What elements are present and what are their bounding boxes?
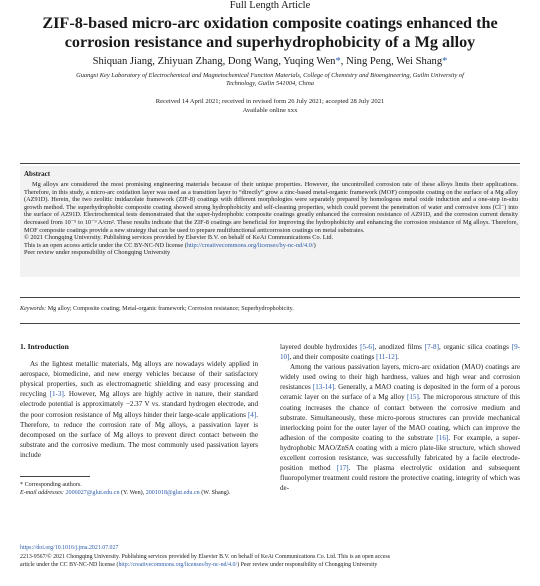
abstract-body: Mg alloys are considered the most promising engineering materials because of their unique properties. However, the uncontrolled corrosion rate of these alloys limits their applications. Therefore, in this study, a micro-arc oxidation layer was used as a transition layer to “directly” grow a zinc-based metal-organic framework (MOF) composite coating on the surface of a Mg alloy (AZ91D). Herein, the two zeolitic imidazolate framework (ZIF-8) coatings with different morphologies were separately prepared by homologous metal oxide induction and a one-step in-situ growth method. The superhydrophobic composite coating showed strong hydrophobicity and self-cleaning properties, which could prevent the penetration of water and corrosive ions (Cl⁻) into the surface of AZ91D. Electrochemical tests demonstrated that the super-hydrophobic composite coatings greatly enhanced the corrosion resistance of AZ91D, and the corrosion current density decreased from 10⁻⁵ to 10⁻⁹ A/cm². These results indicate that the ZIF-8 coatings are beneficial for improving the hydrophobicity and enhancing the corrosion resistance of Mg alloys. Therefore, MOF composite coatings provide a new strategy that can be used to prepare multifunctional anticorrosion coatings on metal substrates.: [24, 181, 518, 234]
corresponding-authors-note: * Corresponding authors.: [20, 482, 82, 488]
email-link-2[interactable]: 2001018@glut.edu.cn: [145, 490, 200, 496]
citation[interactable]: [7-8]: [424, 343, 439, 351]
intro-paragraph-1: [20, 359, 258, 460]
citation[interactable]: [11-12]: [376, 353, 398, 362]
citation[interactable]: [16]: [436, 433, 449, 442]
keywords: [20, 305, 520, 313]
email-link-1[interactable]: 2006027@glut.edu.cn: [63, 490, 120, 496]
footnote-divider: [20, 476, 90, 477]
abstract-copyright: © 2021 Chongqing University. Publishing services provided by Elsevier B.V. on behalf of KeAi Communications Co. Ltd.: [24, 234, 334, 242]
right-paragraph-1: [280, 342, 520, 362]
abstract-heading: Abstract: [24, 170, 51, 178]
citation[interactable]: [1-3]: [49, 390, 64, 399]
intro-text: . The microporous structure of this coating increases the chance of contact between the corrosive medium and substrate. Simultaneously, these micro-porous structures can provide mechanical interlocking point for the outer layer of the MAO coating, which can improve the adhesion of the composite coating to the substrate: [280, 393, 520, 442]
title-line-1: ZIF-8-based micro-arc oxidation composite coatings enhanced the: [42, 14, 498, 32]
intro-text: As the lightest metallic materials, Mg alloys are nowadays widely applied in aerospace, biomedicine, and new energy vehicles because of their satisfactory physical properties, such as electromagnetic shielding and easy processing and recycling: [20, 360, 258, 399]
intro-text: , anodized films: [374, 343, 425, 351]
right-column: [280, 342, 520, 493]
footnote: [20, 481, 260, 497]
footer-line-2: [20, 562, 520, 569]
intro-text: , and their composite coatings: [289, 353, 377, 362]
license-link[interactable]: http://creativecommons.org/licenses/by-nc-nd/4.0/: [186, 241, 314, 249]
email-addresses: [20, 489, 260, 497]
right-paragraph-2: [280, 362, 520, 493]
footer-text: article under the CC BY-NC-ND license (: [20, 561, 119, 568]
corresponding-star-2[interactable]: *: [442, 56, 448, 67]
authors-part-2: , Ning Peng, Wei Shang: [340, 56, 443, 67]
available-online-line: Available online xxx: [242, 106, 298, 114]
intro-text: . For example, a super-hydrophobic MAO/ZnSA coating with a micro plate-like structure, which showed excellent corrosion resistance, was successfully fabricated by a facile electrode-position method: [280, 433, 520, 473]
abstract-peer-review: Peer review under responsibility of Chongqing University: [24, 249, 171, 257]
page-footer: [20, 545, 520, 569]
email-name-1: (Y. Wen),: [119, 490, 146, 496]
abstract-text: [24, 181, 518, 257]
footer-license-link[interactable]: http://creativecommons.org/licenses/by-nc-nd/4.0/: [118, 561, 238, 568]
keywords-text: Mg alloy; Composite coating; Metal-organic framework; Corrosion resistance; Superhydrophobicity.: [46, 306, 294, 312]
citation[interactable]: [4]: [247, 410, 257, 419]
intro-text: . Generally, a MAO coating is deposited in the form of a porous ceramic layer on the surface of a Mg alloy: [280, 383, 520, 402]
abstract-bottom-divider: [20, 297, 520, 298]
authors-part-1: Shiquan Jiang, Zhiyuan Zhang, Dong Wang, Yuqing Wen: [92, 56, 336, 67]
email-label: E-mail addresses:: [20, 490, 64, 496]
citation[interactable]: [9-10]: [280, 343, 521, 362]
citation[interactable]: [17]: [336, 464, 349, 473]
citation[interactable]: [15]: [406, 393, 419, 402]
left-column: [20, 342, 258, 460]
title-line-2: corrosion resistance and superhydrophobicity of a Mg alloy: [64, 33, 476, 51]
intro-text: . The plasma electrolytic oxidation and subsequent fluoropolymer treatment could restore the protective coating, integrity of which was de-: [280, 464, 521, 493]
affiliation-line-2: Technology, Guilin 541004, China: [226, 80, 314, 87]
intro-text: . However, Mg alloys are highly active in nature, their standard electrode potential is approximately −2.37 V vs. standard hydrogen electrode, and the poor corrosion resistance of Mg alloys hinder their large-scale applications: [20, 390, 258, 419]
affiliation-line-1: Guangxi Key Laboratory of Electrochemical and Magnetochemical Function Materials, College of Chemistry and Bioengineering, Guilin University of: [76, 72, 464, 79]
footer-line-1: 2213-9567/© 2021 Chongqing University. Publishing services provided by Elsevier B.V. on behalf of KeAi Communications Co. Ltd. This is an open access: [20, 554, 391, 561]
license-close: ): [313, 241, 316, 249]
received-dates: [20, 98, 520, 115]
intro-text: . Therefore, to reduce the corrosion rate of Mg alloys, a passivation layer is decomposed on the surface of Mg alloys to prevent direct contact between the substrate and the corrosive medium. The most commonly used passivation layers include: [20, 410, 258, 459]
intro-text: , organic silica coatings: [438, 343, 512, 351]
footer-text: ) Peer review under responsibility of Chongqing University: [237, 561, 378, 568]
keywords-divider: [20, 323, 520, 324]
intro-text: .: [397, 353, 399, 362]
citation[interactable]: [13-14]: [312, 383, 335, 392]
abstract-top-divider: [20, 163, 520, 164]
corresponding-star-1[interactable]: *: [335, 56, 341, 67]
affiliation: [30, 72, 510, 88]
email-name-2: (W. Shang).: [199, 490, 231, 496]
citation[interactable]: [5-6]: [360, 343, 375, 351]
article-title: [20, 14, 520, 52]
doi-link[interactable]: https://doi.org/10.1016/j.jma.2021.07.027: [20, 545, 119, 551]
intro-text: Among the various passivation layers, micro-arc oxidation (MAO) coatings are widely used owing to their high hardness, values and high wear and corrosion resistances: [280, 363, 520, 392]
abstract-license: [24, 242, 518, 250]
article-type-label: Full Length Article: [229, 0, 311, 11]
introduction-heading: 1. Introduction: [20, 342, 69, 351]
license-text: This is an open access article under the CC BY-NC-ND license (: [24, 241, 187, 249]
author-list: [20, 55, 520, 68]
keywords-label: Keywords:: [20, 306, 47, 312]
received-line: Received 14 April 2021; received in revised form 26 July 2021; accepted 28 July 2021: [155, 98, 385, 105]
intro-text: layered double hydroxides: [280, 343, 361, 351]
